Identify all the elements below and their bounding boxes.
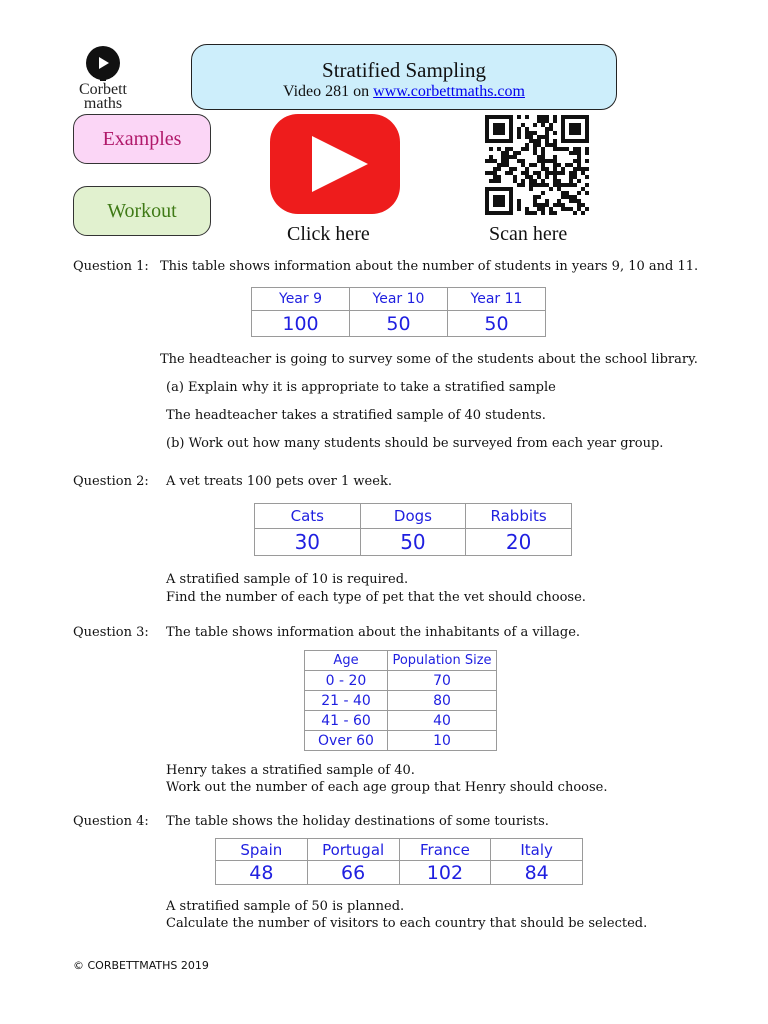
table-header: Year 11 — [448, 288, 546, 311]
corbettmaths-logo — [72, 44, 134, 114]
video-reference — [192, 83, 616, 101]
table-cell: 66 — [307, 861, 399, 885]
question-3-line: Henry takes a stratified sample of 40. — [166, 763, 415, 778]
table-header: Portugal — [307, 839, 399, 861]
question-4-label: Question 4: — [73, 814, 149, 829]
table-cell: 10 — [388, 731, 497, 751]
question-4-table — [215, 838, 583, 885]
workout-button[interactable]: Workout — [73, 186, 211, 236]
scan-here-caption: Scan here — [489, 223, 568, 245]
table-header: Population Size — [388, 651, 497, 671]
table-header: Cats — [255, 504, 361, 529]
table-header: Italy — [491, 839, 583, 861]
corbettmaths-link[interactable]: www.corbettmaths.com — [373, 83, 525, 100]
table-cell: 80 — [388, 691, 497, 711]
question-3-table — [304, 650, 497, 751]
table-header: Year 9 — [252, 288, 350, 311]
question-1-line: The headteacher is going to survey some of the students about the school library. — [160, 352, 698, 367]
question-2-table — [254, 503, 572, 556]
table-cell: 102 — [399, 861, 491, 885]
question-1-table — [251, 287, 546, 337]
table-cell: 50 — [350, 311, 448, 337]
question-4-line: Calculate the number of visitors to each country that should be selected. — [166, 916, 648, 931]
qr-code[interactable] — [485, 115, 589, 215]
video-prefix: Video 281 on — [283, 83, 374, 100]
table-cell: 40 — [388, 711, 497, 731]
table-header: Year 10 — [350, 288, 448, 311]
table-cell: 50 — [448, 311, 546, 337]
logo-line-2: maths — [83, 95, 123, 112]
question-2-line: Find the number of each type of pet that the vet should choose. — [166, 590, 586, 605]
question-1-line: The headteacher takes a stratified sample of 40 students. — [166, 408, 546, 423]
question-3-intro: The table shows information about the inhabitants of a village. — [166, 625, 581, 640]
click-here-caption: Click here — [287, 223, 370, 245]
question-1-part-b: (b) Work out how many students should be surveyed from each year group. — [166, 436, 664, 451]
question-4-intro: The table shows the holiday destinations of some tourists. — [166, 814, 549, 829]
table-header: Rabbits — [466, 504, 572, 529]
table-cell: 84 — [491, 861, 583, 885]
table-header: France — [399, 839, 491, 861]
table-cell: 30 — [255, 529, 361, 556]
page-title: Stratified Sampling — [322, 58, 486, 82]
table-cell: 50 — [360, 529, 466, 556]
question-3-line: Work out the number of each age group that Henry should choose. — [166, 780, 608, 795]
table-header: Dogs — [360, 504, 466, 529]
table-cell: 21 - 40 — [305, 691, 388, 711]
question-3-label: Question 3: — [73, 625, 149, 640]
question-2-intro: A vet treats 100 pets over 1 week. — [166, 474, 392, 489]
question-2-line: A stratified sample of 10 is required. — [166, 572, 409, 587]
question-1-intro: This table shows information about the number of students in years 9, 10 and 11. — [160, 259, 699, 274]
question-4-line: A stratified sample of 50 is planned. — [166, 899, 405, 914]
table-cell: 20 — [466, 529, 572, 556]
question-2-label: Question 2: — [73, 474, 149, 489]
table-cell: 0 - 20 — [305, 671, 388, 691]
table-cell: Over 60 — [305, 731, 388, 751]
qr-code-icon — [485, 115, 589, 215]
title-banner — [191, 44, 617, 110]
corbett-logo-icon — [83, 44, 123, 82]
table-cell: 70 — [388, 671, 497, 691]
youtube-video-button[interactable] — [270, 114, 400, 214]
question-1-label: Question 1: — [73, 259, 149, 274]
table-cell: 41 - 60 — [305, 711, 388, 731]
table-header: Age — [305, 651, 388, 671]
table-cell: 100 — [252, 311, 350, 337]
question-1-part-a: (a) Explain why it is appropriate to take a stratified sample — [166, 380, 556, 395]
logo-line-1: Corbett — [79, 81, 127, 98]
examples-button[interactable]: Examples — [73, 114, 211, 164]
table-cell: 48 — [216, 861, 308, 885]
table-header: Spain — [216, 839, 308, 861]
youtube-play-icon — [270, 114, 400, 214]
copyright-footer: © CORBETTMATHS 2019 — [73, 959, 209, 972]
